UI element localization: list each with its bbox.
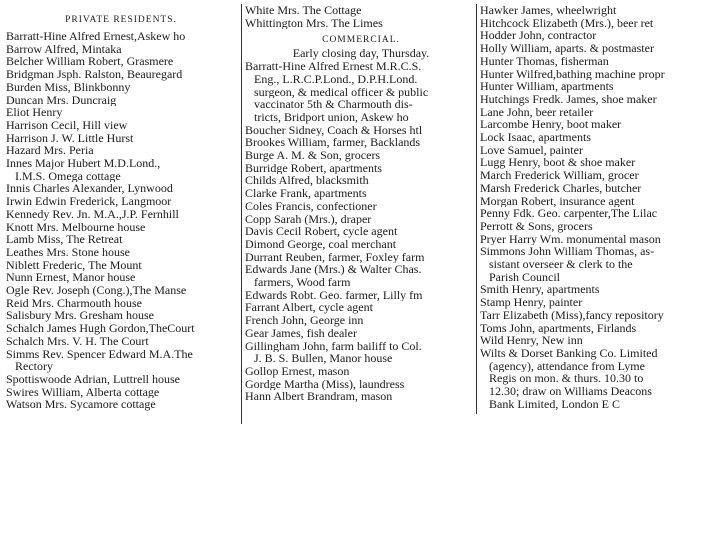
list-item: Parish Council <box>489 270 560 284</box>
list-item: Barratt-Hine Alfred Ernest,Askew ho <box>6 30 186 43</box>
list-item: Hodder John, contractor <box>480 29 597 43</box>
column-private-residents <box>6 4 236 411</box>
list-item: Hunter William, apartments <box>480 80 614 93</box>
list-item: (agency), attendance from Lyme <box>489 359 645 373</box>
list-item: J. B. S. Bullen, Manor house <box>254 352 393 365</box>
list-item: Love Samuel, painter <box>480 143 583 157</box>
list-item: French John, George inn <box>245 314 364 327</box>
list-item: Reid Mrs. Charmouth house <box>6 296 142 310</box>
list-item: Eliot Henry <box>6 106 63 119</box>
list-item: Clarke Frank, apartments <box>245 187 367 200</box>
list-item: Lock Isaac, apartments <box>480 131 591 144</box>
list-item: vaccinator 5th & Charmouth dis- <box>254 98 413 111</box>
list-item: March Frederick William, grocer <box>480 169 639 182</box>
list-item: Lane John, beer retailer <box>480 105 594 119</box>
list-item: Brookes William, farmer, Backlands <box>245 136 421 150</box>
list-item: Hazard Mrs. Peria <box>6 144 94 158</box>
list-item: Regis on mon. & thurs. 10.30 to <box>489 372 644 386</box>
list-item: Nunn Ernest, Manor house <box>6 271 136 285</box>
list-item: Tarr Elizabeth (Miss),fancy repository <box>480 308 664 322</box>
list-item: Gollop Ernest, mason <box>245 364 350 378</box>
list-item: Wilts & Dorset Banking Co. Limited <box>480 346 658 360</box>
list-item: Swires William, Alberta cottage <box>6 385 160 399</box>
list-item: Spottiswoode Adrian, Luttrell house <box>6 372 180 386</box>
list-item: Schalch Mrs. V. H. The Court <box>6 334 149 348</box>
list-item: tricts, Bridport union, Askew ho <box>254 110 409 124</box>
list-item: Knott Mrs. Melbourne house <box>6 220 146 234</box>
list-item: Penny Fdk. Geo. carpenter,The Lilac <box>480 207 658 220</box>
list-item: Durrant Reuben, farmer, Foxley farm <box>245 250 425 264</box>
list-item: Edwards Jane (Mrs.) & Walter Chas. <box>245 263 422 277</box>
list-item: Pryer Harry Wm. monumental mason <box>480 232 661 246</box>
list-item: 12.30; draw on Williams Deacons <box>489 385 652 398</box>
list-item: Watson Mrs. Sycamore cottage <box>6 398 156 412</box>
list-item: Hunter Thomas, fisherman <box>480 54 609 68</box>
list-item: I.M.S. Omega cottage <box>15 169 121 183</box>
list-item: Copp Sarah (Mrs.), draper <box>245 212 372 226</box>
list-item: Hawker James, wheelwright <box>480 4 617 17</box>
early-closing-note: Early closing day, Thursday. <box>292 46 430 61</box>
list-item: Barratt-Hine Alfred Ernest M.R.C.S. <box>245 60 422 73</box>
list-item: Duncan Mrs. Duncraig <box>6 93 117 107</box>
list-item: Leathes Mrs. Stone house <box>6 245 130 259</box>
list-item: Holly William, aparts. & postmaster <box>480 42 654 55</box>
list-item: Lamb Miss, The Retreat <box>6 233 123 246</box>
section-heading-private-residents: PRIVATE RESIDENTS. <box>65 15 177 25</box>
list-item: Perrott & Sons, grocers <box>480 219 593 233</box>
list-item: Wild Henry, New inn <box>480 334 583 347</box>
list-item: surgeon, & medical officer & public <box>254 85 429 99</box>
list-item: Bridgman Jsph. Ralston, Beauregard <box>6 68 183 81</box>
list-item: Barrow Alfred, Mintaka <box>6 42 122 56</box>
list-item: Rectory <box>15 360 53 373</box>
list-item: Harrison J. W. Little Hurst <box>6 131 134 145</box>
list-item: Irwin Edwin Frederick, Langmoor <box>6 195 172 208</box>
list-item: Marsh Frederick Charles, butcher <box>480 181 642 195</box>
list-item: Lugg Henry, boot & shoe maker <box>480 156 636 170</box>
list-item: Simmons John William Thomas, as- <box>480 245 655 259</box>
list-item: Belcher William Robert, Grasmere <box>6 55 174 69</box>
list-item: Simms Rev. Spencer Edward M.A.The <box>6 347 193 361</box>
list-item: Edwards Robt. Geo. farmer, Lilly fm <box>245 288 423 302</box>
list-item: Hunter Wilfred,bathing machine propr <box>480 67 665 81</box>
list-item: Kennedy Rev. Jn. M.A.,J.P. Fernhill <box>6 207 179 221</box>
list-item: Innes Major Hubert M.D.Lond., <box>6 157 161 170</box>
list-item: Dimond George, coal merchant <box>245 237 397 251</box>
list-item: Hutchings Fredk. James, shoe maker <box>480 92 657 106</box>
list-item: Hitchcock Elizabeth (Mrs.), beer ret <box>480 16 654 30</box>
list-item: Gordge Martha (Miss), laundress <box>245 377 405 391</box>
list-item: Childs Alfred, blacksmith <box>245 174 369 188</box>
section-heading-commercial: COMMERCIAL. <box>322 35 400 46</box>
list-item: Hann Albert Brandram, mason <box>245 390 393 404</box>
list-item: Toms John, apartments, Firlands <box>480 321 637 335</box>
list-item: Ogle Rev. Joseph (Cong.),The Manse <box>6 284 187 297</box>
list-item: Farrant Albert, cycle agent <box>245 301 373 315</box>
residents-list <box>6 30 236 411</box>
list-item: Salisbury Mrs. Gresham house <box>6 309 154 323</box>
list-item: Harrison Cecil, Hill view <box>6 118 128 132</box>
column-commercial <box>241 4 477 424</box>
list-item: Schalch James Hugh Gordon,TheCourt <box>6 322 195 335</box>
list-item: Bank Limited, London E C <box>489 397 620 411</box>
list-item: Davis Cecil Robert, cycle agent <box>245 225 398 238</box>
column-commercial-continued <box>476 4 720 414</box>
list-item: Gear James, fish dealer <box>245 326 357 340</box>
list-item: farmers, Wood farm <box>254 276 351 289</box>
list-item: Burge A. M. & Son, grocers <box>245 149 381 162</box>
commercial-list <box>245 60 477 403</box>
list-item: Whittington Mrs. The Limes <box>245 16 383 30</box>
list-item: Gillingham John, farm bailiff to Col. <box>245 339 422 353</box>
list-item: sistant overseer & clerk to the <box>489 258 633 271</box>
list-item: Coles Francis, confectioner <box>245 199 377 213</box>
list-item: Smith Henry, apartments <box>480 283 600 297</box>
list-item: Stamp Henry, painter <box>480 296 583 309</box>
commercial-list-continued <box>480 4 720 411</box>
list-item: Burden Miss, Blinkbonny <box>6 80 131 94</box>
list-item: Burridge Robert, apartments <box>245 161 382 175</box>
list-item: White Mrs. The Cottage <box>245 4 362 17</box>
list-item: Morgan Robert, insurance agent <box>480 194 635 208</box>
list-item: Innis Charles Alexander, Lynwood <box>6 182 173 196</box>
list-item: Boucher Sidney, Coach & Horses htl <box>245 123 423 137</box>
list-item: Niblett Frederic, The Mount <box>6 258 142 272</box>
list-item: Larcombe Henry, boot maker <box>480 118 622 132</box>
list-item: Eng., L.R.C.P.Lond., D.P.H.Lond. <box>254 72 418 86</box>
